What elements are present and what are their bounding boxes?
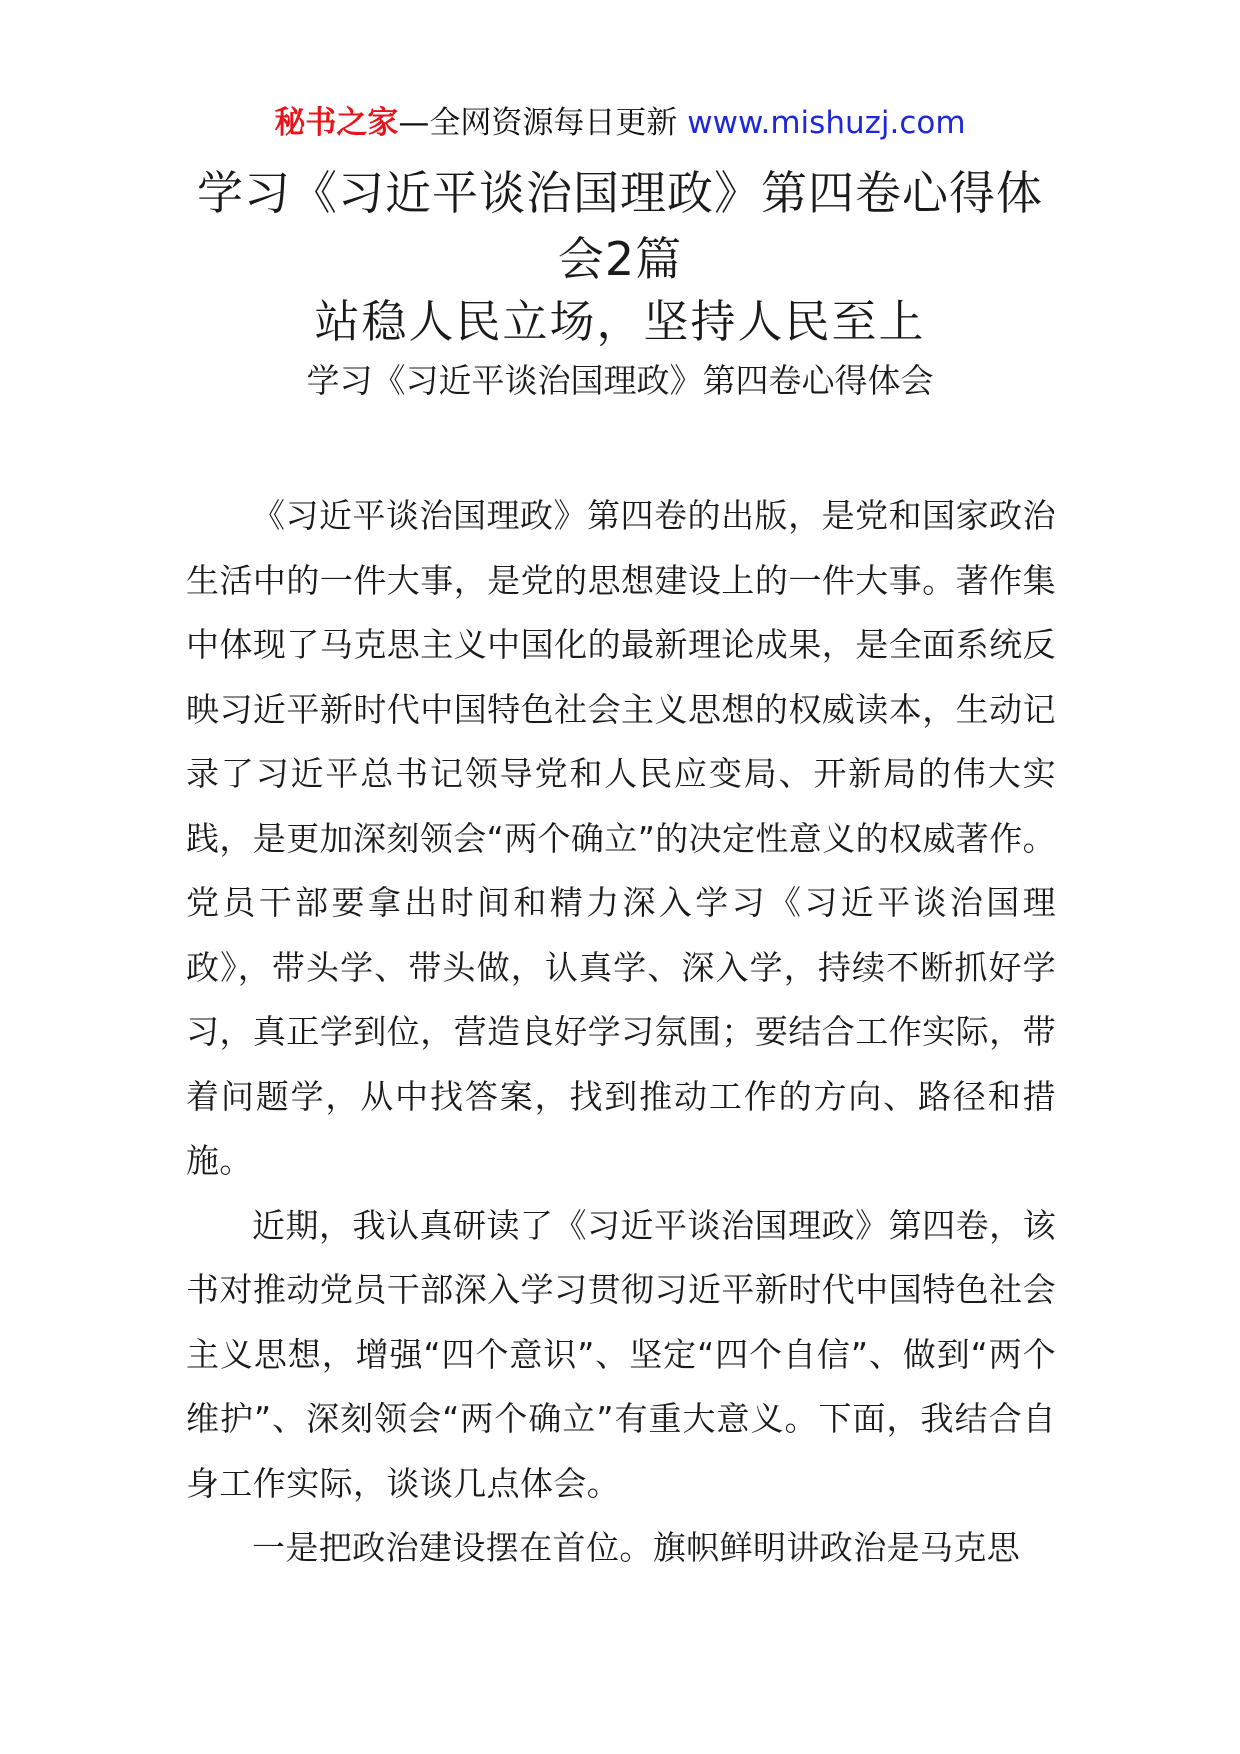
paragraph: 近期，我认真研读了《习近平谈治国理政》第四卷，该书对推动党员干部深入学习贯彻习近平新时代中国特色社会主义思想，增强“四个意识”、坚定“四个自信”、做到“两个维护”、深刻领会“两个确立”有重大意义。下面，我结合自身工作实际，谈谈几点体会。 <box>186 1205 1056 1503</box>
article-subtitle: 学习《习近平谈治国理政》第四卷心得体会 <box>306 361 934 400</box>
site-tagline: —全网资源每日更新 <box>398 105 678 141</box>
site-url-link[interactable]: www.mishuzj.com <box>687 105 966 141</box>
site-header <box>0 100 1240 146</box>
brand-name: 秘书之家 <box>274 105 399 141</box>
article-title: 站稳人民立场，坚持人民至上 <box>314 295 926 348</box>
document-title: 学习《习近平谈治国理政》第四卷心得体会2篇 <box>197 166 1043 286</box>
article-body <box>186 484 1056 1581</box>
paragraph: 一是把政治建设摆在首位。旗帜鲜明讲政治是马克思 <box>252 1528 1021 1567</box>
paragraph: 《习近平谈治国理政》第四卷的出版，是党和国家政治生活中的一件大事，是党的思想建设上的一件大事。著作集中体现了马克思主义中国化的最新理论成果，是全面系统反映习近平新时代中国特色社会主义思想的权威读本，生动记录了习近平总书记领导党和人民应变局、开新局的伟大实践，是更加深刻领会“两个确立”的决定性意义的权威著作。党员干部要拿出时间和精力深入学习《习近平谈治国理政》，带头学、带头做，认真学、深入学，持续不断抓好学习，真正学到位，营造良好学习氛围；要结合工作实际，带着问题学，从中找答案，找到推动工作的方向、路径和措施。 <box>186 496 1056 1180</box>
